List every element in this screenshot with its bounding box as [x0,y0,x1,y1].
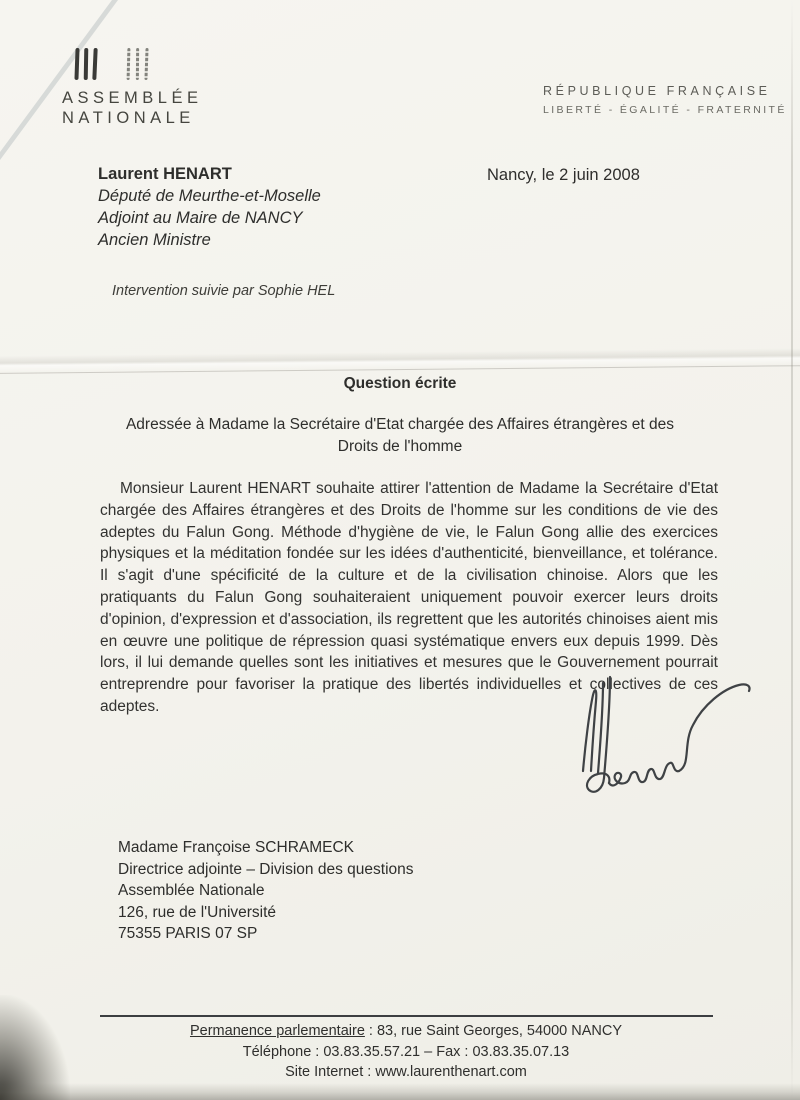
logo-text-line2: NATIONALE [62,109,195,127]
devise-line: LIBERTÉ - ÉGALITÉ - FRATERNITÉ [543,104,787,116]
recipient-block [118,837,414,945]
footer-website-line: Site Internet : www.laurenthenart.com [285,1064,527,1080]
paper-shadow-bottom [0,1083,800,1100]
recipient-street: 126, rue de l'Université [118,903,277,921]
assemblee-nationale-logo [62,48,202,128]
dateline: Nancy, le 2 juin 2008 [487,166,640,184]
question-heading: Question écrite [343,375,457,392]
footer-address-line [96,1021,716,1042]
columns-icon [75,48,202,84]
footer-rule [100,1015,713,1017]
recipient-city: 75355 PARIS 07 SP [118,925,258,943]
footer-phone-line: Téléphone : 03.83.35.57.21 – Fax : 03.83.35.07.13 [242,1043,570,1060]
sender-title-2: Adjoint au Maire de NANCY [98,209,303,227]
footer-permanence-label: Permanence parlementaire [189,1023,365,1039]
recipient-name: Madame Françoise SCHRAMECK [118,839,355,856]
logo-text-line1: ASSEMBLÉE [62,89,203,107]
paper-edge-right [791,0,793,1100]
addressee-line: Adressée à Madame la Secrétaire d'Etat chargée des Affaires étrangères et des Droits de l'homme [125,416,675,455]
republique-line: RÉPUBLIQUE FRANÇAISE [543,84,771,98]
sender-title-3: Ancien Ministre [98,231,211,249]
sender-title-1: Député de Meurthe-et-Moselle [98,187,321,205]
footer-block [96,1021,716,1083]
sender-name: Laurent HENART [98,165,232,183]
footer-permanence-rest: : 83, rue Saint Georges, 54000 NANCY [364,1023,623,1039]
recipient-title: Directrice adjointe – Division des questions [118,860,414,878]
republique-francaise-block [543,84,787,116]
letter-body: Monsieur Laurent HENART souhaite attirer l'attention de Madame la Secrétaire d'Etat chargée des Affaires étrangères et des Droits de l'homme sur les conditions de vie des adeptes du Falun Gong. Méthode d'hygiène de vie, le Falun Gong allie des exercices physiques et la méditation fondée sur les idées d'authenticité, bienveillance, et tolérance. Il s'agit d'une spécificité de la culture et de la civilisation chinoise. Alors que les pratiquants du Falun Gong souhaiteraient uniquement pouvoir exercer leurs droits d'opinion, d'expression et d'association, ils regrettent que les autorités chinoises aient mis en œuvre une politique de répression quasi systématique envers eux depuis 1999. Dès lors, il lui demande quelles sont les initiatives et mesures que le Gouvernement pourrait entreprendre pour favoriser la pratique des libertés individuelles et collectives de ces adeptes. [100,480,718,715]
sender-block [98,163,321,251]
followup-note: Intervention suivie par Sophie HEL [112,283,336,299]
recipient-org: Assemblée Nationale [118,882,265,900]
handwritten-signature-icon [553,653,753,813]
